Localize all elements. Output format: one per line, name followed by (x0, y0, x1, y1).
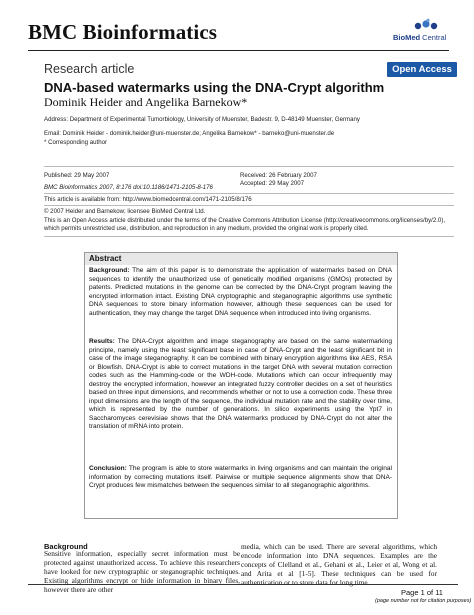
abstract-heading: Abstract (85, 253, 397, 265)
affiliation: Address: Department of Experimental Tumorbiology, University of Muenster, Badestr. 9, D-48149 Muenster, Germany (44, 116, 360, 123)
license-line[interactable]: This is an Open Access article distributed under the terms of the Creative Commons Attribution License (http://creativecommons.org/licenses/by/2.0), (44, 216, 446, 224)
footer-rule (28, 584, 458, 585)
abstract-results: Results: The DNA-Crypt algorithm and image steganography are based on the same watermarking principle, namely using the least significant base in case of DNA-Crypt and the least significant bit in case of the image steganography. It can be combined with binary encryption algorithms like AES, RSA or Blowfish. DNA-Crypt is able to correct mutations in the target DNA with several mutation correction codes such as the Hamming-code or the WDH-code. Mutations which can occur infrequently may destroy the encrypted information, however an integrated fuzzy controller decides on a set of heuristics based on three input dimensions, and recommends whether or not to use a correction code. These three input dimensions are the length of the sequence, the individual mutation rate and the stability over time, which is represented by the number of generations. In silico experiments using the Ypt7 in Saccharomyces cerevisiae shows that the DNA watermarks produced by DNA-Crypt do not alter the translation of mRNA into protein. (89, 338, 393, 430)
logo-circles-icon (413, 18, 443, 32)
page-number: Page 1 of 11 (401, 588, 443, 597)
body-column-left: Sensitive information, especially secret information must be protected against unauthorized access. To achieve this researchers have looked for new cryptographic or steganographic techniques. Existing algorithms encrypt or hide information in binary files, however there are other (44, 549, 240, 595)
divider (44, 205, 454, 206)
article-url[interactable]: This article is available from: http://www.biomedcentral.com/1471-2105/8/176 (44, 196, 252, 203)
authors: Dominik Heider and Angelika Barnekow* (44, 95, 248, 109)
header-rule (28, 50, 449, 51)
copyright-block (44, 208, 454, 234)
section-heading-background: Background (44, 542, 88, 551)
divider (44, 193, 454, 194)
citation: BMC Bioinformatics 2007, 8:176 doi:10.1186/1471-2105-8-176 (44, 184, 213, 191)
journal-title: BMC Bioinformatics (28, 20, 218, 44)
published-date: Published: 29 May 2007 (44, 172, 110, 179)
received-date: Received: 26 February 2007 (240, 172, 317, 179)
body-column-right: media, which can be used. There are several algorithms, which encode information into DNA sequences. Examples are the concepts of Clelland et al., Gehani et al., Leier et al, Wong et al. and Arita et al [1-5]. These techniques can be used for authentication or to store data for long time. (241, 542, 437, 588)
divider (44, 236, 454, 237)
author-emails[interactable]: Email: Dominik Heider - dominik.heider@uni-muenster.de; Angelika Barnekow* - barneko@uni-muenster.de (44, 130, 335, 137)
logo-text: BioMed Central (393, 33, 447, 42)
abstract-box (84, 252, 398, 519)
copyright-line: © 2007 Heider and Barnekow; licensee BioMed Central Ltd. (44, 208, 206, 215)
divider (44, 166, 454, 167)
open-access-badge[interactable]: Open Access (387, 62, 457, 77)
page-note: (page number not for citation purposes) (375, 598, 472, 604)
section-label: Research article (44, 62, 135, 76)
biomed-central-logo[interactable] (393, 18, 453, 46)
license-line: which permits unrestricted use, distribution, and reproduction in any medium, provided the original work is properly cited. (44, 225, 369, 233)
abstract-conclusion: Conclusion: The program is able to store watermarks in living organisms and can maintain the original information by correcting mutations itself. Pairwise or multiple sequence alignments show that DNA-Crypt produces few mismatches between the sequences similar to all steganographic algorithms. (89, 465, 393, 489)
corresponding-note: * Corresponding author (44, 139, 108, 146)
accepted-date: Accepted: 29 May 2007 (240, 180, 305, 187)
article-title: DNA-based watermarks using the DNA-Crypt algorithm (44, 80, 385, 95)
abstract-background: Background: The aim of this paper is to demonstrate the application of watermarks based on DNA sequences to identify the unauthorized use of genetically modified organisms (GMOs) protected by patents. Predicted mutations in the genome can be corrected by the DNA-Crypt program leaving the encrypted information intact. Existing DNA cryptographic and steganographic algorithms use synthetic DNA sequences to store binary information however, although these sequences can be used for authentication, they may change the target DNA sequence when introduced into living organisms. (89, 267, 393, 317)
